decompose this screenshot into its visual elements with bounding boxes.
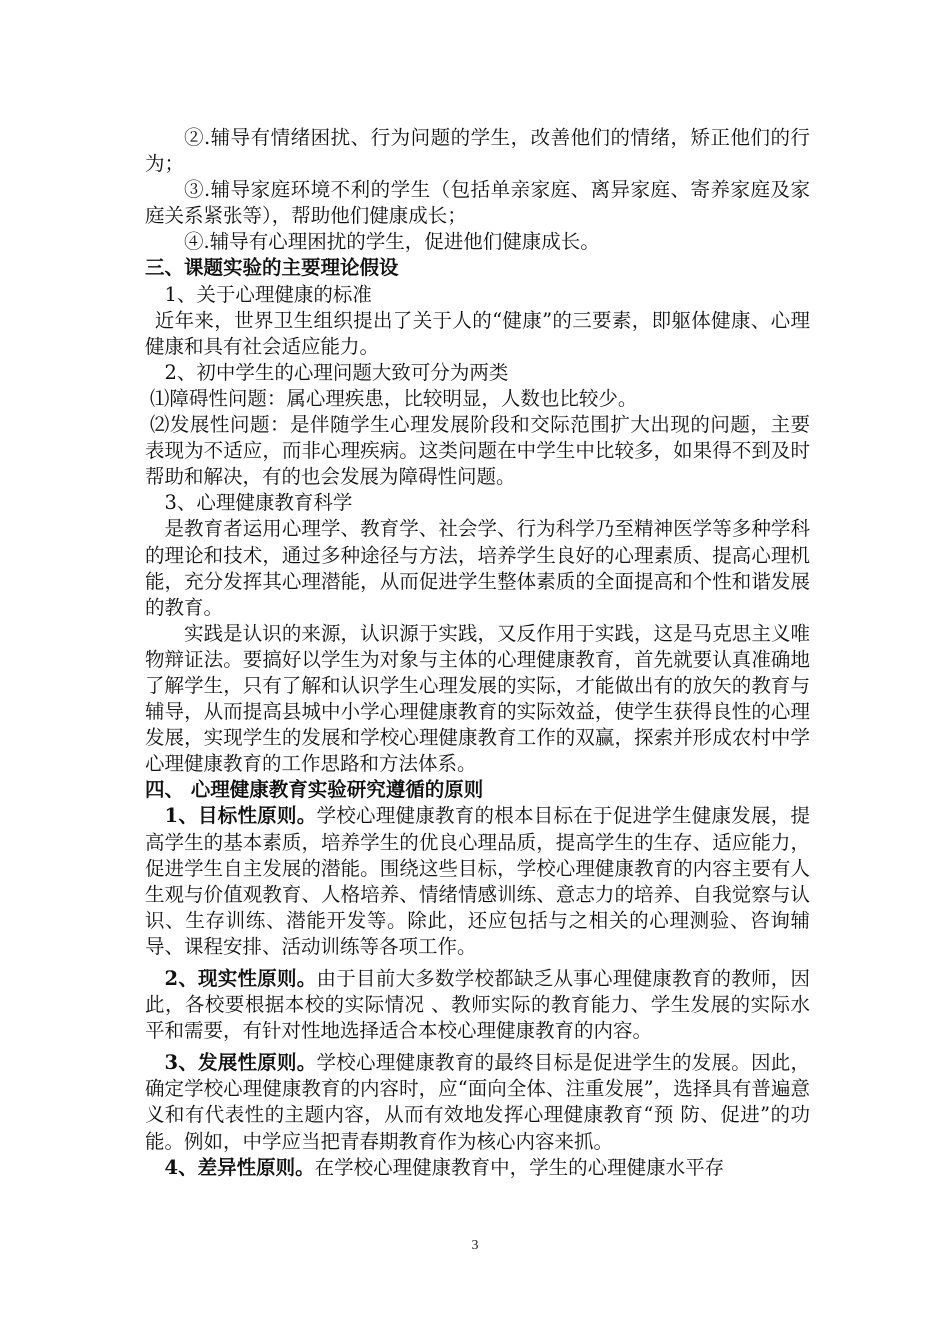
section-3-sub-1: 1、关于心理健康的标准	[164, 282, 372, 306]
section-3-para-4: 实践是认识的来源，认识源于实践，又反作用于实践，这是马克思主义唯物辩证法。要搞好以学生为对象与主体的心理健康教育，首先就要认真准确地了解学生，只有了解和认识学生心理发展的实际，才能做出有的放矢的教育与辅导，从而提高县城中小学心理健康教育的实际效益，使学生获得良性的心理发展，实现学生的发展和学校心理健康教育工作的双赢，探索并形成农村中学心理健康教育的工作思路和方法体系。	[145, 621, 810, 776]
list-item-2: ②.辅导有情绪困扰、行为问题的学生，改善他们的情绪，矫正他们的行为；	[145, 126, 810, 176]
principle-2	[145, 966, 810, 1044]
principle-2-lead: 2、现实性原则。	[164, 967, 317, 990]
section-3-para-3: 是教育者运用心理学、教育学、社会学、行为科学乃至精神医学等多种学科的理论和技术，通过多种途径与方法，培养学生良好的心理素质、提高心理机能，充分发挥其心理潜能，从而促进学生整体素质的全面提高和个性和谐发展的教育。	[145, 517, 810, 619]
document-page	[145, 125, 810, 1181]
section-3-para-2a: ⑴障碍性问题：属心理疾患，比较明显，人数也比较少。	[149, 386, 638, 410]
section-3-para-1: 近年来，世界卫生组织提出了关于人的“健康”的三要素，即躯体健康、心理健康和具有社会适应能力。	[145, 308, 810, 358]
section-3-heading: 三、课题实验的主要理论假设	[145, 256, 399, 280]
principle-2-text: 由于目前大多数学校都缺乏从事心理健康教育的教师，因此，各校要根据本校的实际情况 、教师实际的教育能力、学生发展的实际水平和需要，有针对性地选择适合本校心理健康教育的内容。	[145, 967, 810, 1043]
list-item-4: ④.辅导有心理困扰的学生，促进他们健康成长。	[184, 230, 600, 254]
section-4-heading: 四、 心理健康教育实验研究遵循的原则	[145, 778, 484, 802]
list-item-3: ③.辅导家庭环境不利的学生（包括单亲家庭、离异家庭、寄养家庭及家庭关系紧张等），帮助他们健康成长；	[145, 178, 810, 228]
principle-4-lead: 4、差异性原则。	[164, 1155, 315, 1179]
principle-1-lead: 1、目标性原则。	[164, 804, 317, 828]
principle-3-text: 学校心理健康教育的最终目标是促进学生的发展。因此，确定学校心理健康教育的内容时，应“面向全体、注重发展”，选择具有普遍意义和有代表性的主题内容，从而有效地发挥心理健康教育“预 防、促进”的功能。例如，中学应当把青春期教育作为核心内容来抓。	[145, 1051, 810, 1153]
section-3-sub-2: 2、初中学生的心理问题大致可分为两类	[164, 360, 509, 384]
principle-1-text: 学校心理健康教育的根本目标在于促进学生健康发展，提高学生的基本素质，培养学生的优良心理品质，提高学生的生存、适应能力，促进学生自主发展的潜能。围绕这些目标，学校心理健康教育的内容主要有人生观与价值观教育、人格培养、情绪情感训练、意志力的培养、自我觉察与认识、生存训练、潜能开发等。除此，还应包括与之相关的心理测验、咨询辅导、课程安排、活动训练等各项工作。	[145, 804, 810, 958]
principle-3-lead: 3、发展性原则。	[164, 1051, 317, 1075]
section-3-sub-3: 3、心理健康教育科学	[164, 491, 353, 515]
principle-3	[145, 1050, 810, 1154]
principle-4-text: 在学校心理健康教育中，学生的心理健康水平存	[314, 1155, 725, 1179]
section-3-para-2b: ⑵发展性问题：是伴随学生心理发展阶段和交际范围扩大出现的问题，主要表现为不适应，而非心理疾病。这类问题在中学生中比较多，如果得不到及时帮助和解决，有的也会发展为障碍性问题。	[145, 413, 810, 489]
principle-4	[145, 1155, 810, 1181]
page-number: 3	[471, 1238, 479, 1253]
principle-1	[145, 803, 810, 960]
